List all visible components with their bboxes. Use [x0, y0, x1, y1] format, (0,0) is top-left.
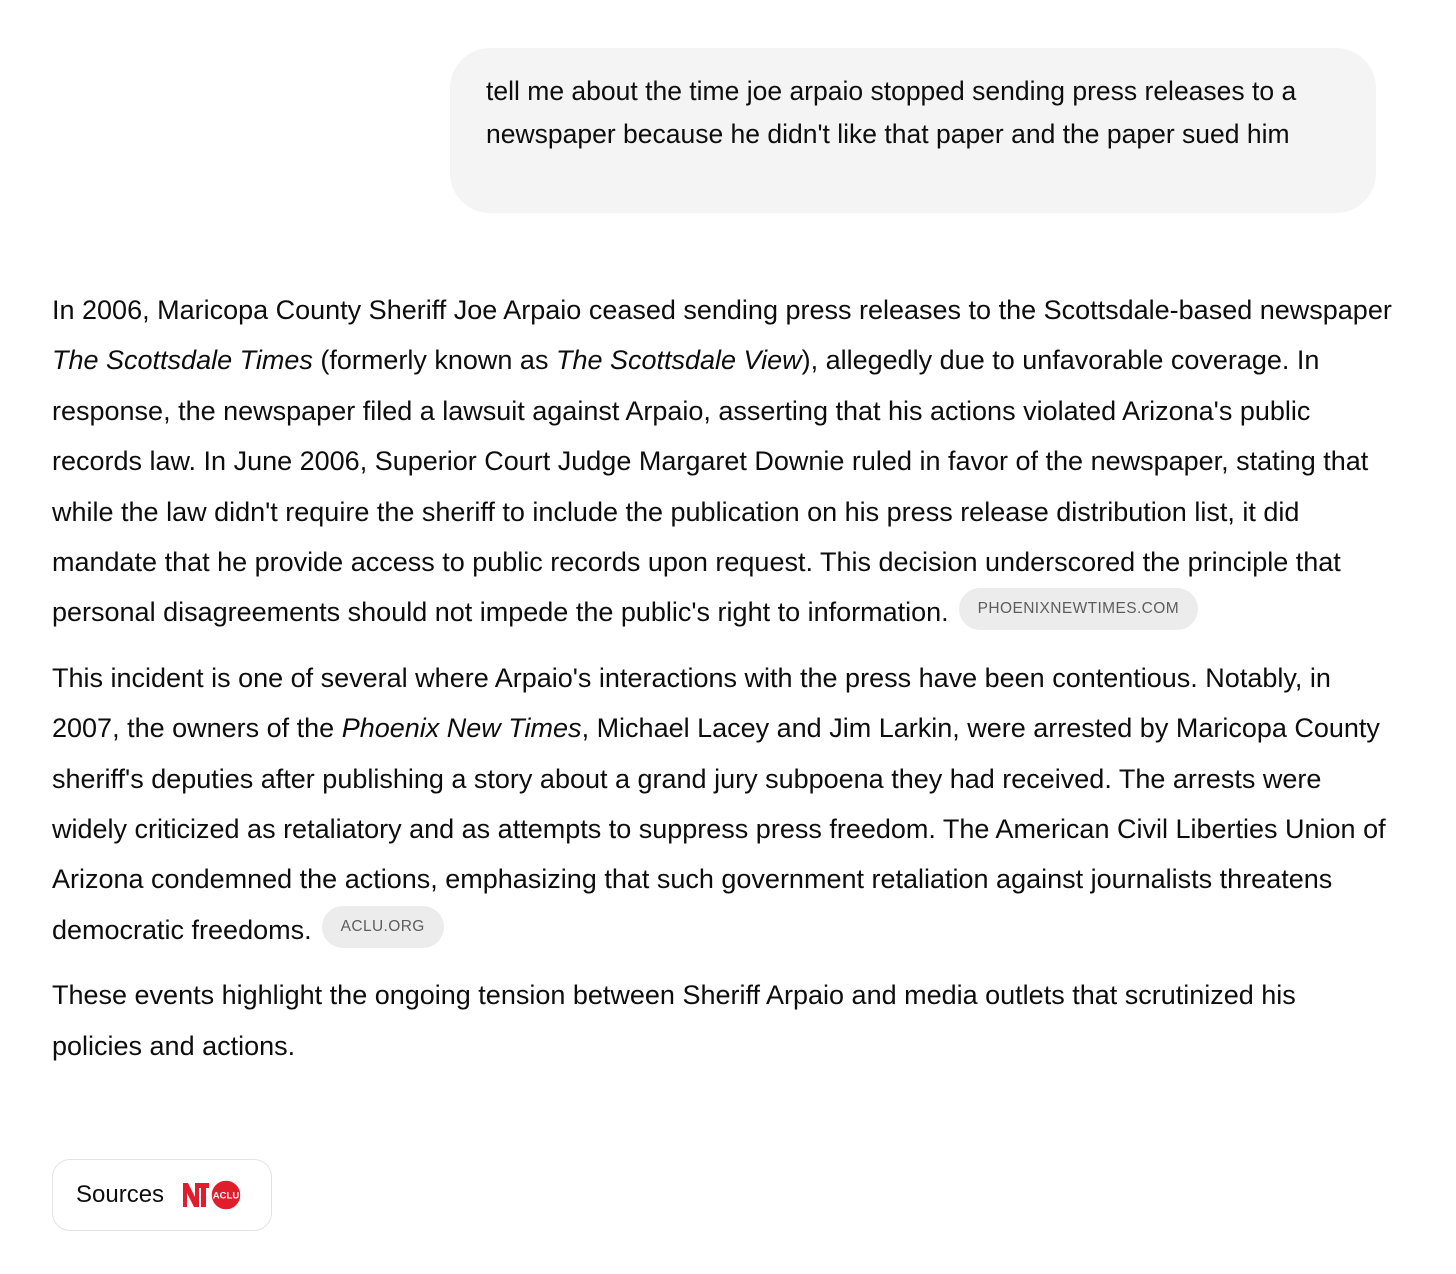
sources-button[interactable]	[52, 1159, 272, 1231]
aclu-logo-icon	[210, 1179, 242, 1211]
user-message-text: tell me about the time joe arpaio stopped sending press releases to a newspaper because he didn't like that paper and the paper sued him	[486, 76, 1297, 149]
user-message-bubble	[450, 48, 1376, 213]
newspaper-title-scottsdale-view: The Scottsdale View	[555, 345, 802, 376]
paragraph-1-text-c: ), allegedly due to unfavorable coverage. In response, the newspaper filed a lawsuit against Arpaio, asserting that his actions violated Arizona's public records law. In June 2006, Superior Court Judge Margaret Downie ruled in favor of the newspaper, stating that while the law didn't require the sheriff to include the publication on his press release distribution list, it did mandate that he provide access to public records upon request. This decision underscored the principle that personal disagreements should not impede the public's right to information.	[52, 345, 1369, 628]
source-icons	[180, 1179, 244, 1211]
sources-label: Sources	[76, 1181, 165, 1208]
svg-text:ACLU: ACLU	[212, 1190, 240, 1202]
paragraph-2-text-b: , Michael Lacey and Jim Larkin, were arrested by Maricopa County sheriff's deputies after publishing a story about a grand jury subpoena they had received. The arrests were widely criticized as retaliatory and as attempts to suppress press freedom. The American Civil Liberties Union of Arizona condemned the actions, emphasizing that such government retaliation against journalists threatens democratic freedoms.	[52, 713, 1386, 945]
response-paragraph-2	[52, 653, 1392, 955]
paragraph-3-text: These events highlight the ongoing tension between Sheriff Arpaio and media outlets that scrutinized his policies and actions.	[52, 980, 1296, 1061]
paragraph-1-text-b: (formerly known as	[312, 345, 556, 376]
assistant-response	[52, 285, 1392, 1086]
phoenix-new-times-logo-icon	[180, 1180, 210, 1210]
response-paragraph-1	[52, 285, 1392, 638]
newspaper-title-phoenix-new-times: Phoenix New Times	[341, 713, 582, 744]
citation-chip-aclu[interactable]: ACLU.ORG	[322, 906, 444, 948]
response-paragraph-3	[52, 970, 1392, 1071]
newspaper-title-scottsdale-times: The Scottsdale Times	[52, 345, 313, 376]
citation-chip-phoenixnewtimes[interactable]: PHOENIXNEWTIMES.COM	[959, 588, 1198, 630]
paragraph-2-text-a: This incident is one of several where Arpaio's interactions with the press have been contentious. Notably, in 2007, the owners of the	[52, 662, 1331, 744]
paragraph-1-text-a: In 2006, Maricopa County Sheriff Joe Arpaio ceased sending press releases to the Scottsdale-based newspaper	[52, 295, 1392, 325]
